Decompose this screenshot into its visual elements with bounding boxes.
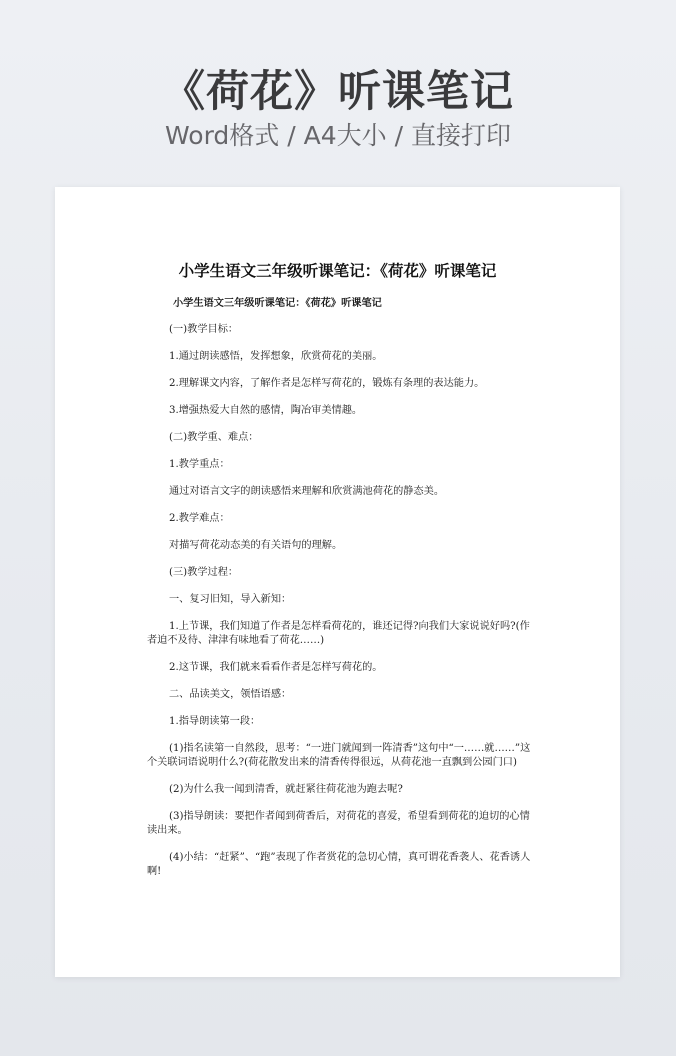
paragraph-objectives-heading: (一)教学目标：: [169, 324, 239, 335]
document-subheading: 小学生语文三年级听课笔记：《荷花》听课笔记: [173, 297, 382, 309]
banner-title: 《荷花》听课笔记: [162, 67, 514, 117]
paragraph-difficulty-label: 2.教学难点：: [169, 513, 230, 524]
paragraph-objective-3: 3.增强热爱大自然的感情，陶冶审美情趣。: [169, 405, 363, 416]
paragraph-process-heading: (三)教学过程：: [169, 567, 239, 578]
paragraph-key-point-text: 通过对语言文字的朗读感悟来理解和欣赏满池荷花的静态美。: [169, 486, 445, 497]
paragraph-reading-summary: (4)小结：“赶紧”、“跑”表现了作者赏花的急切心情，真可谓花香袭人、花香诱人啊!: [147, 852, 531, 877]
paragraph-review-2: 2.这节课，我们就来看看作者是怎样写荷花的。: [169, 662, 383, 673]
paragraph-reading-point-3: (3)指导朗读：要把作者闻到荷香后，对荷花的喜爱，希望看到荷花的迫切的心情读出来。: [147, 811, 530, 836]
paragraph-objective-2: 2.理解课文内容，了解作者是怎样写荷花的，锻炼有条理的表达能力。: [169, 378, 485, 389]
document-title: 小学生语文三年级听课笔记：《荷花》听课笔记: [178, 261, 497, 280]
paragraph-reading-point-1: (1)指名读第一自然段，思考：“一进门就闻到一阵清香”这句中“一……就……”这个关联词语说明什么?(荷花散发出来的清香传得很远，从荷花池一直飘到公园门口): [147, 743, 531, 768]
paragraph-reading-heading: 二、品读美文，领悟语感：: [169, 689, 292, 700]
paragraph-review-1: 1.上节课，我们知道了作者是怎样看荷花的，谁还记得?向我们大家说说好吗?(作者迫不及待、津津有味地看了荷花……): [147, 621, 530, 646]
paragraph-difficulty-text: 对描写荷花动态美的有关语句的理解。: [169, 540, 343, 551]
banner-subtitle: Word格式 / A4大小 / 直接打印: [165, 121, 511, 150]
paragraph-reading-step-1: 1.指导朗读第一段：: [169, 716, 261, 727]
document-body: [147, 296, 539, 892]
document-page: [55, 187, 620, 977]
paragraph-objective-1: 1.通过朗读感悟，发挥想象，欣赏荷花的美丽。: [169, 351, 383, 362]
paragraph-review-heading: 一、复习旧知，导入新知：: [169, 594, 292, 605]
paragraph-reading-point-2: (2)为什么我一闻到清香，就赶紧往荷花池为跑去呢?: [169, 784, 403, 795]
paragraph-key-points-heading: (二)教学重、难点：: [169, 432, 259, 443]
paragraph-key-point-label: 1.教学重点：: [169, 459, 230, 470]
